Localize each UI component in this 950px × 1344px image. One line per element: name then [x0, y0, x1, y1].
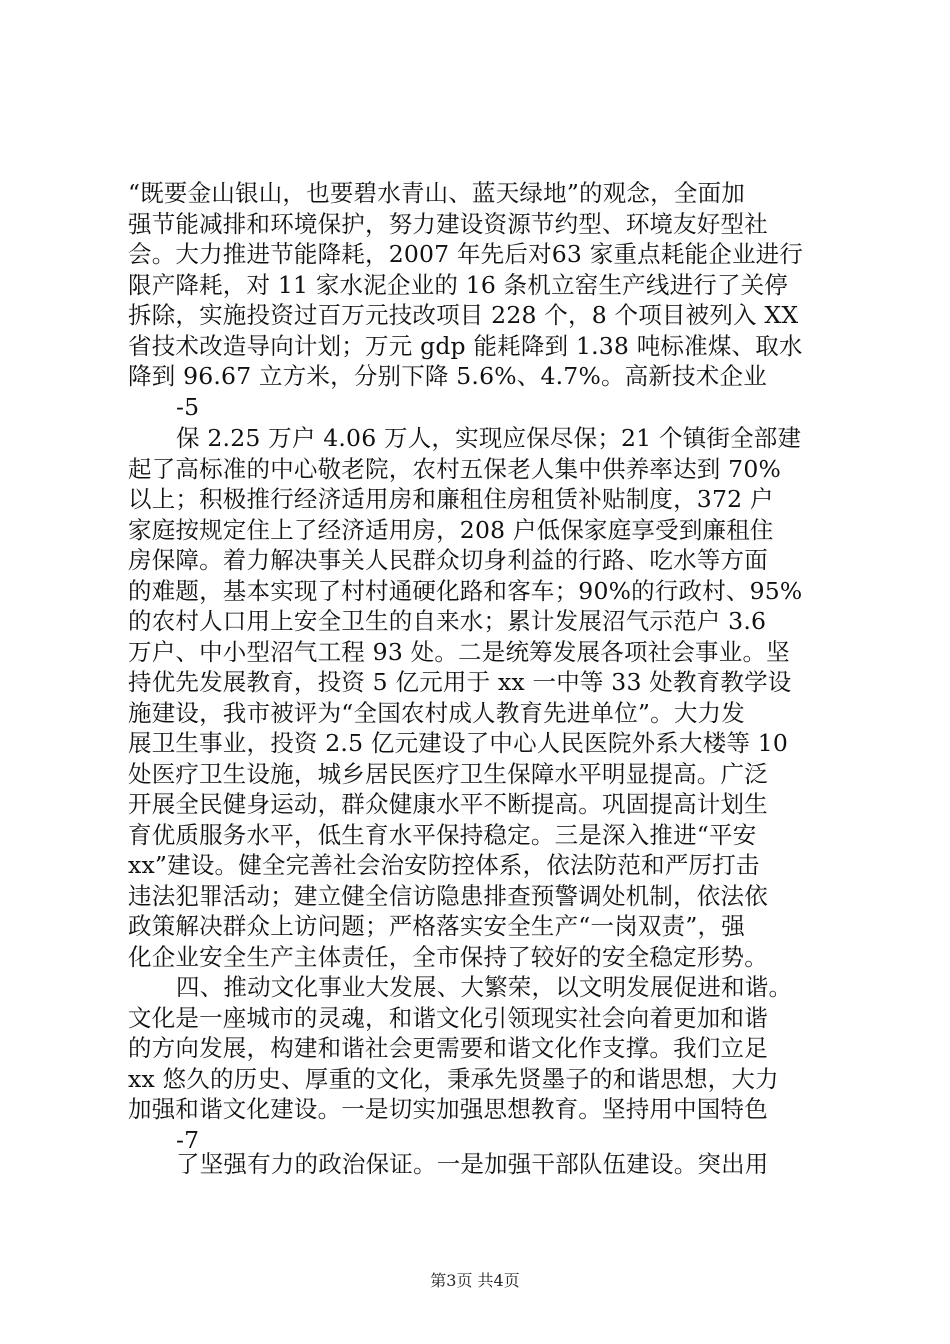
- text-line: 以上；积极推行经济适用房和廉租住房租赁补贴制度，372 户: [128, 485, 774, 513]
- text-block-political: [128, 1149, 848, 1180]
- text-line: 处医疗卫生设施，城乡居民医疗卫生保障水平明显提高。广泛: [128, 759, 768, 788]
- text-line: 的农村人口用上安全卫生的自来水；累计发展沼气示范户 3.6: [128, 607, 767, 635]
- paragraph-start-line: 保 2.25 万户 4.06 万人，实现应保尽保；21 个镇街全部建: [176, 424, 802, 452]
- text-line: 加强和谐文化建设。一是切实加强思想教育。坚持用中国特色: [128, 1095, 768, 1123]
- text-line: 降到 96.67 立方米，分别下降 5.6%、4.7%。高新技术企业: [128, 362, 767, 390]
- paragraph-start-line: 了坚强有力的政治保证。一是加强干部队伍建设。突出用: [176, 1150, 769, 1178]
- text-line: 限产降耗，对 11 家水泥企业的 16 条机立窑生产线进行了关停: [128, 270, 789, 299]
- text-line: 文化是一座城市的灵魂，和谐文化引领现实社会向着更加和谐: [128, 1003, 768, 1032]
- text-line: 化企业安全生产主体责任，全市保持了较好的安全稳定形势。: [128, 942, 768, 971]
- text-line: 拆除，实施投资过百万元技改项目 228 个，8 个项目被列入 XX: [128, 301, 799, 329]
- text-line: 持优先发展教育，投资 5 亿元用于 xx 一中等 33 处教育教学设: [128, 668, 792, 696]
- text-line: 强节能减排和环境保护，努力建设资源节约型、环境友好型社: [128, 209, 768, 238]
- text-line: 展卫生事业，投资 2.5 亿元建设了中心人民医院外系大楼等 10: [128, 729, 789, 757]
- text-line: 违法犯罪活动；建立健全信访隐患排查预警调处机制，依法依: [128, 881, 768, 910]
- text-line: xx”建设。健全完善社会治安防控体系，依法防范和严厉打击: [128, 851, 760, 879]
- page-marker: -5: [176, 392, 200, 421]
- text-line: 施建设，我市被评为“全国农村成人教育先进单位”。大力发: [128, 698, 745, 727]
- text-line: 政策解决群众上访问题；严格落实安全生产“一岗双责”，强: [128, 912, 745, 940]
- text-block-environment: [128, 178, 848, 422]
- page-footer: 第3页 共4页: [430, 1271, 520, 1290]
- text-line: 的方向发展，构建和谐社会更需要和谐文化作支撑。我们立足: [128, 1034, 768, 1062]
- text-line: 开展全民健身运动，群众健康水平不断提高。巩固提高计划生: [128, 790, 768, 818]
- text-line: 万户、中小型沼气工程 93 处。二是统筹发展各项社会事业。坚: [128, 637, 790, 666]
- section-heading-line: 四、推动文化事业大发展、大繁荣，以文明发展促进和谐。: [176, 973, 793, 1001]
- text-block-social: [128, 423, 848, 1155]
- text-line: 育优质服务水平，低生育水平保持稳定。三是深入推进“平安: [128, 820, 757, 849]
- text-line: 的难题，基本实现了村村通硬化路和客车；90%的行政村、95%: [128, 576, 803, 605]
- text-line: xx 悠久的历史、厚重的文化，秉承先贤墨子的和谐思想，大力: [128, 1064, 779, 1093]
- text-line: 省技术改造导向计划；万元 gdp 能耗降到 1.38 吨标准煤、取水: [128, 331, 803, 360]
- text-line: 房保障。着力解决事关人民群众切身利益的行路、吃水等方面: [128, 546, 768, 574]
- text-line: 起了高标准的中心敬老院，农村五保老人集中供养率达到 70%: [128, 454, 782, 483]
- text-line: “既要金山银山，也要碧水青山、蓝天绿地”的观念，全面加: [128, 179, 745, 207]
- page-marker: -7: [176, 1125, 200, 1154]
- text-line: 家庭按规定住上了经济适用房，208 户低保家庭享受到廉租住: [128, 515, 774, 544]
- text-line: 会。大力推进节能降耗，2007 年先后对63 家重点耗能企业进行: [128, 240, 804, 268]
